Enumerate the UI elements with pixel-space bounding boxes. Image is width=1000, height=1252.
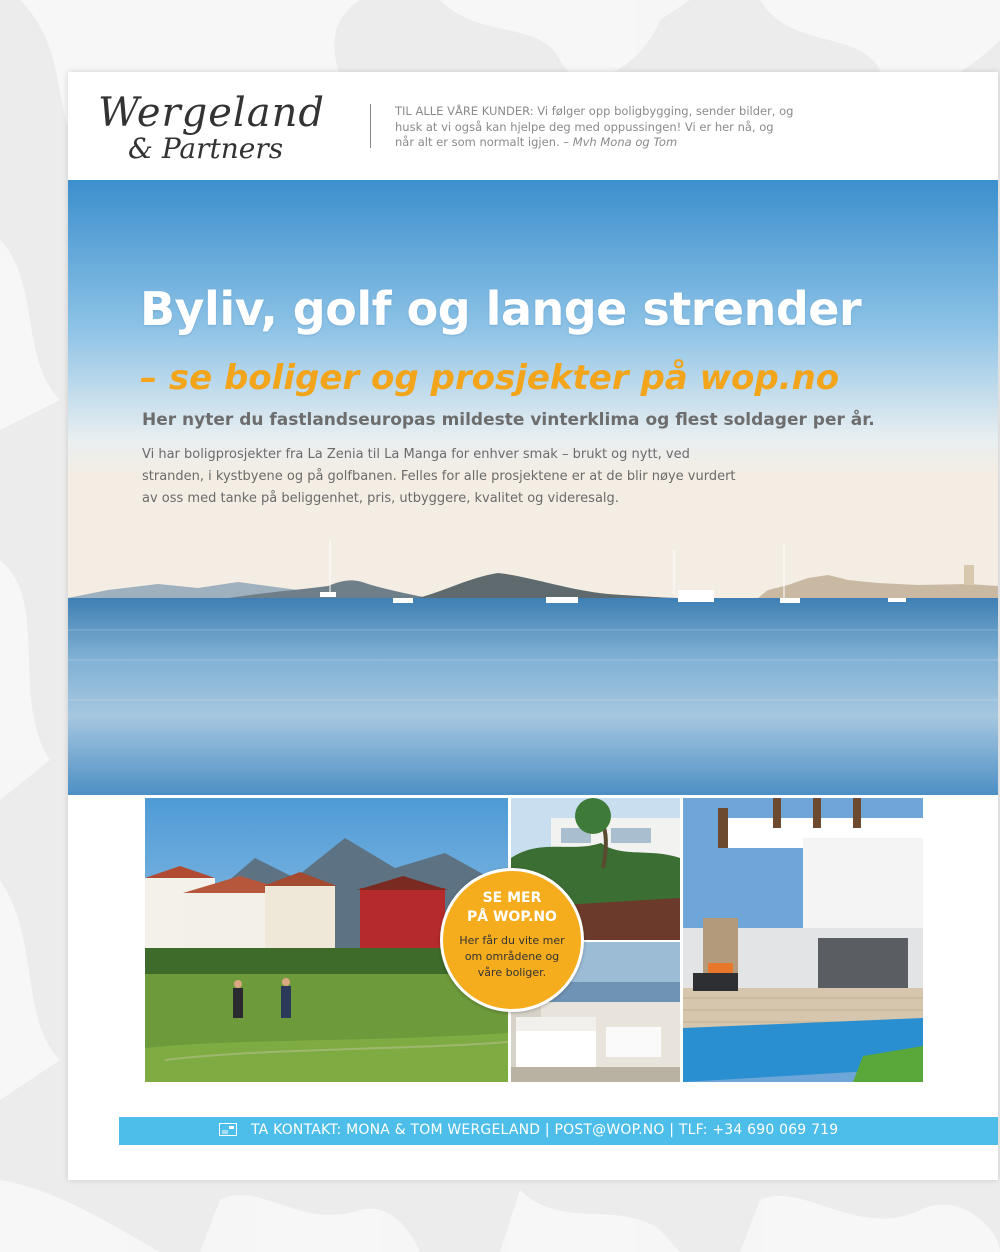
badge-title-line1: SE MER [482,890,542,906]
contact-bar [119,1117,998,1145]
ad-page [68,72,998,1180]
header-divider [370,104,371,148]
header-note [395,104,795,151]
hero-lead: Her nyter du fastlandseuropas mildeste vinterklima og flest soldager per år. [142,410,875,430]
hero-subtitle: – se boliger og prosjekter på wop.no [140,358,840,398]
photo-villa-pool [683,798,923,1082]
hero-body: Vi har boligprosjekter fra La Zenia til La Manga for enhver smak – brukt og nytt, ved stranden, i kystbyene og på golfbanen. Felles for alle prosjektene er at de blir nøye vurdert av oss med tanke på beliggenhet, pris, utbyggere, kvalitet og videresalg. [142,447,736,506]
company-logo [98,90,325,170]
header-note-body: Vi følger opp boligbygging, sender bilder, og husk at vi også kan hjelpe deg med oppussingen! Vi er her nå, og når alt er som normalt igjen. – [395,104,794,149]
logo-line2: & Partners [128,132,284,165]
hero-title: Byliv, golf og lange strender [140,282,862,336]
badge-title-line2: PÅ WOP.NO [467,909,557,925]
contact-text: TA KONTAKT: MONA & TOM WERGELAND | POST@WOP.NO | TLF: +34 690 069 719 [251,1122,839,1138]
hero-section [68,180,998,795]
header-note-signature: Mvh Mona og Tom [572,135,678,149]
see-more-badge[interactable] [440,868,584,1012]
header-note-lead: TIL ALLE VÅRE KUNDER: [395,104,534,118]
envelope-icon [219,1123,237,1136]
badge-text: Her får du vite mer om områdene og våre boliger. [459,934,565,979]
badge-title [443,889,581,927]
logo-line1: Wergeland [98,90,325,136]
